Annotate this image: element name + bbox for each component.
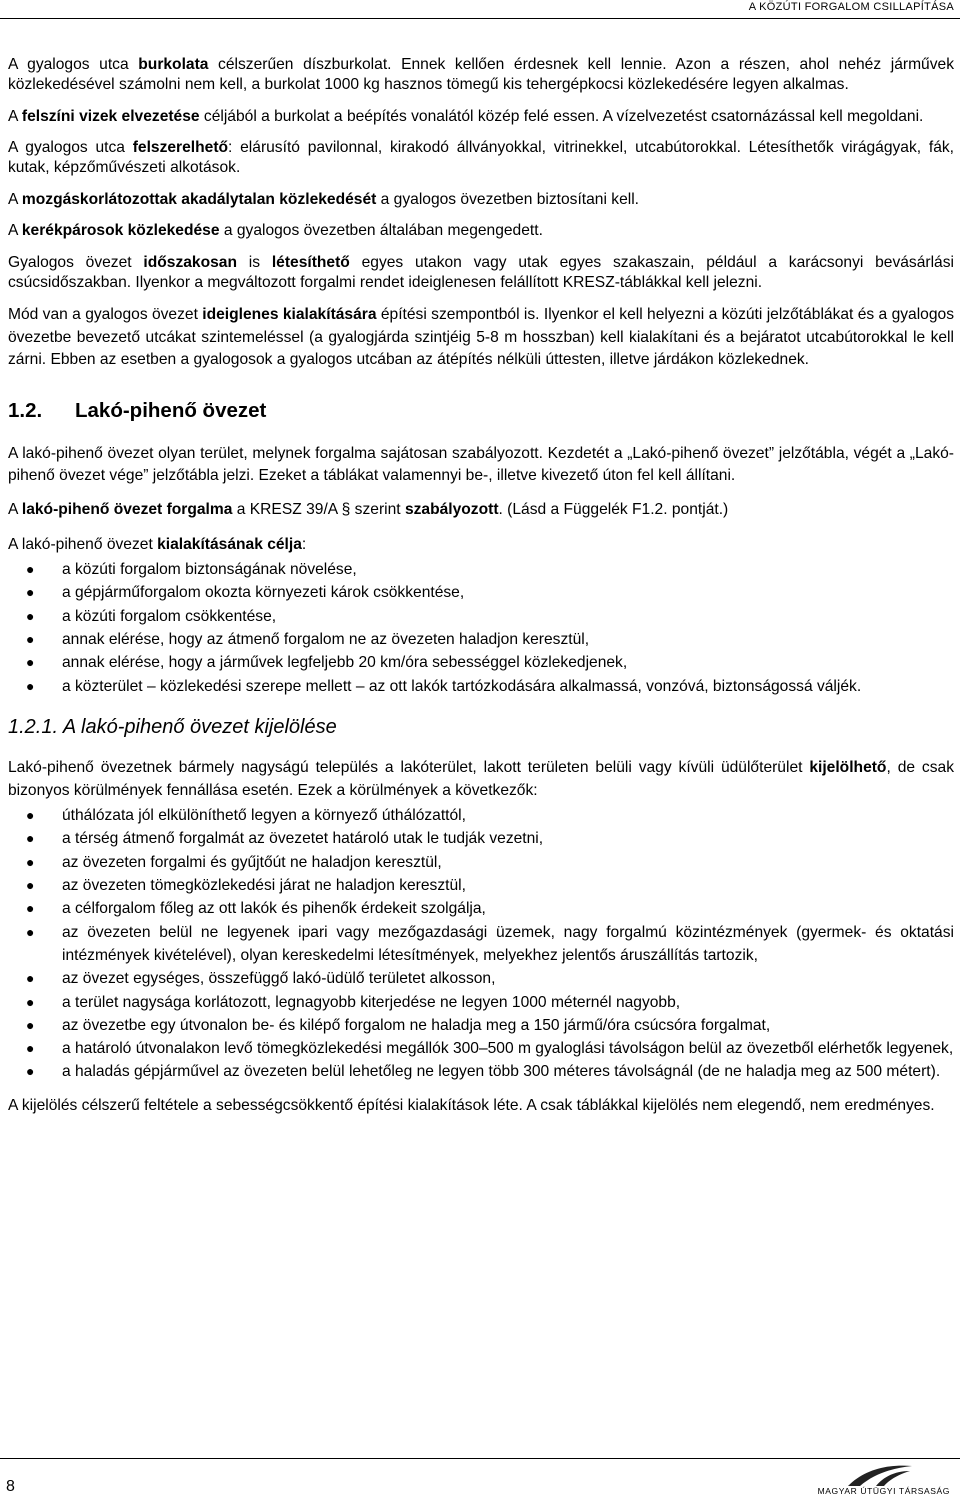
list-item: ● annak elérése, hogy az átmenő forgalom ne az övezeten haladjon keresztül, xyxy=(8,628,954,651)
paragraph-accessibility: A mozgáskorlátozottak akadálytalan közlekedését a gyalogos övezetben biztosítani kell. xyxy=(8,190,640,208)
list-item: ● a közúti forgalom csökkentése, xyxy=(8,605,954,628)
publisher-logo xyxy=(798,1462,950,1496)
bullet-icon: ● xyxy=(26,1063,35,1080)
bullet-icon: ● xyxy=(26,877,35,894)
goals-list xyxy=(8,558,954,698)
list-item: ● az övezet egységes, összefüggő lakó-üdülő területet alkosson, xyxy=(8,967,954,990)
footer-rule xyxy=(0,1458,960,1459)
bullet-icon: ● xyxy=(26,900,35,917)
bullet-icon: ● xyxy=(26,923,35,940)
page-number: 8 xyxy=(6,1478,15,1495)
list-item: ● úthálózata jól elkülöníthető legyen a környező úthálózattól, xyxy=(8,804,954,827)
running-header: A KÖZÚTI FORGALOM CSILLAPÍTÁSA xyxy=(748,1,954,13)
list-item: ● a közterület – közlekedési szerepe mellett – az ott lakók tartózkodására alkalmassá, vonzóvá, biztonságossá váljék. xyxy=(8,675,954,698)
paragraph-temporary-construction: Mód van a gyalogos övezet ideiglenes kialakítására építési szempontból is. Ilyenkor el kell helyezni a közúti jelzőtáblákat és a gyalogos övezetbe bevezető utcákat szintemeléssel (a gyalogjárda szintjéig 5-8 m hosszban) kell kialakítani és a bejáratot utcabútorokkal le kell zárni. Ebben az esetben a gyalogosok a gyalogos utcában az átépítés nélküli úttesten, illetve járdákon közlekednek. xyxy=(8,306,954,369)
bullet-icon: ● xyxy=(26,853,35,870)
list-item: ● a térség átmenő forgalmát az övezetet határoló utak le tudják vezetni, xyxy=(8,827,954,850)
list-item: ● a közúti forgalom biztonságának növelése, xyxy=(8,558,954,581)
list-item: ● az övezetbe egy útvonalon be- és kilépő forgalom ne haladja meg a 150 jármű/óra csúcsóra forgalmat, xyxy=(8,1014,954,1037)
paragraph-drainage: A felszíni vizek elvezetése céljából a burkolat a beépítés vonalától közép felé essen. A vízelvezetést csatornázással kell megoldani. xyxy=(8,107,924,125)
road-swoosh-icon xyxy=(846,1462,916,1488)
bullet-icon: ● xyxy=(26,1016,35,1033)
bullet-icon: ● xyxy=(26,607,35,624)
bullet-icon: ● xyxy=(26,561,35,578)
list-item: ● az övezeten forgalmi és gyűjtőút ne haladjon keresztül, xyxy=(8,851,954,874)
page-body xyxy=(8,55,954,1129)
paragraph-temporary-zone: Gyalogos övezet időszakosan is létesíthető egyes utakon vagy utak egyes szakaszain, például a karácsonyi bevásárlási csúcsidőszakban. Ilyenkor a megváltozott forgalmi rendet ideiglenesen felállított KRESZ-táblákkal kell jelezni. xyxy=(8,253,954,291)
list-item: ● a célforgalom főleg az ott lakók és pihenők érdekeit szolgálja, xyxy=(8,897,954,920)
bullet-icon: ● xyxy=(26,993,35,1010)
conditions-list xyxy=(8,804,954,1084)
list-item: ● annak elérése, hogy a járművek legfeljebb 20 km/óra sebességgel közlekedjenek, xyxy=(8,651,954,674)
bullet-icon: ● xyxy=(26,584,35,601)
paragraph-pavement: A gyalogos utca burkolata célszerűen díszburkolat. Ennek kellően érdesnek kell lennie. Azon a részen, ahol nehéz járművek közlekedésével számolni nem kell, a burkolat 1000 kg hasznos tömegű kis tehergépkocsi közlekedésére legyen alkalmas. xyxy=(8,56,954,93)
paragraph-zone-goals-intro: A lakó-pihenő övezet kialakításának célja: xyxy=(8,535,307,553)
list-item: ● a haladás gépjárművel az övezeten belül lehetőleg ne legyen több 300 méteres távolságnál (de ne haladja meg az 500 métert). xyxy=(8,1060,954,1083)
list-item: ● a gépjárműforgalom okozta környezeti károk csökkentése, xyxy=(8,581,954,604)
bullet-icon: ● xyxy=(26,970,35,987)
bullet-icon: ● xyxy=(26,830,35,847)
paragraph-zone-regulation: A lakó-pihenő övezet forgalma a KRESZ 39/A § szerint szabályozott. (Lásd a Függelék F1.2. pontját.) xyxy=(8,501,729,519)
section-heading-1-2-1: 1.2.1. A lakó-pihenő övezet kijelölése xyxy=(8,715,337,738)
paragraph-equipment: A gyalogos utca felszerelhető: elárusító pavilonnal, kirakodó állványokkal, vitrinekkel, utcabútorokkal. Létesíthetők virágágyak, fák, kutak, képzőművészeti alkotások. xyxy=(8,139,954,176)
paragraph-zone-definition: A lakó-pihenő övezet olyan terület, melynek forgalma sajátosan szabályozott. Kezdetét a „Lakó-pihenő övezet” jelzőtábla, végét a „Lakó-pihenő övezet vége” jelzőtábla jelzi. Ezeket a táblákat valamennyi be-, illetve kivezető úton fel kell állítani. xyxy=(8,444,954,485)
publisher-name: MAGYAR ÚTÜGYI TÁRSASÁG xyxy=(817,1486,950,1496)
bullet-icon: ● xyxy=(26,631,35,648)
section-heading-1-2: 1.2. Lakó-pihenő övezet xyxy=(8,398,267,422)
paragraph-designation-requirement: A kijelölés célszerű feltétele a sebességcsökkentő építési kialakítások léte. A csak táblákkal kijelölés nem elegendő, nem eredményes. xyxy=(8,1096,935,1114)
paragraph-cyclists: A kerékpárosok közlekedése a gyalogos övezetben általában megengedett. xyxy=(8,222,543,239)
bullet-icon: ● xyxy=(26,677,35,694)
bullet-icon: ● xyxy=(26,1040,35,1057)
list-item: ● a határoló útvonalakon levő tömegközlekedési megállók 300–500 m gyaloglási távolságon belül az övezetből elérhetők legyenek, xyxy=(8,1037,954,1060)
paragraph-designation-conditions: Lakó-pihenő övezetnek bármely nagyságú település a lakóterület, lakott területen belüli vagy kívüli üdülőterület kijelölhető, de csak bizonyos körülmények fennállása esetén. Ezek a körülmények a következők: xyxy=(8,758,954,799)
header-rule xyxy=(0,18,960,19)
bullet-icon: ● xyxy=(26,654,35,671)
list-item: ● a terület nagysága korlátozott, legnagyobb kiterjedése ne legyen 1000 méternél nagyobb, xyxy=(8,991,954,1014)
bullet-icon: ● xyxy=(26,807,35,824)
list-item: ● az övezeten belül ne legyenek ipari vagy mezőgazdasági üzemek, nagy forgalmú közintézmények (gyermek- és oktatási intézmények kivételével), olyan kereskedelmi létesítmények, melyekhez jelentős áruszállítás tartozik, xyxy=(8,921,954,968)
list-item: ● az övezeten tömegközlekedési járat ne haladjon keresztül, xyxy=(8,874,954,897)
